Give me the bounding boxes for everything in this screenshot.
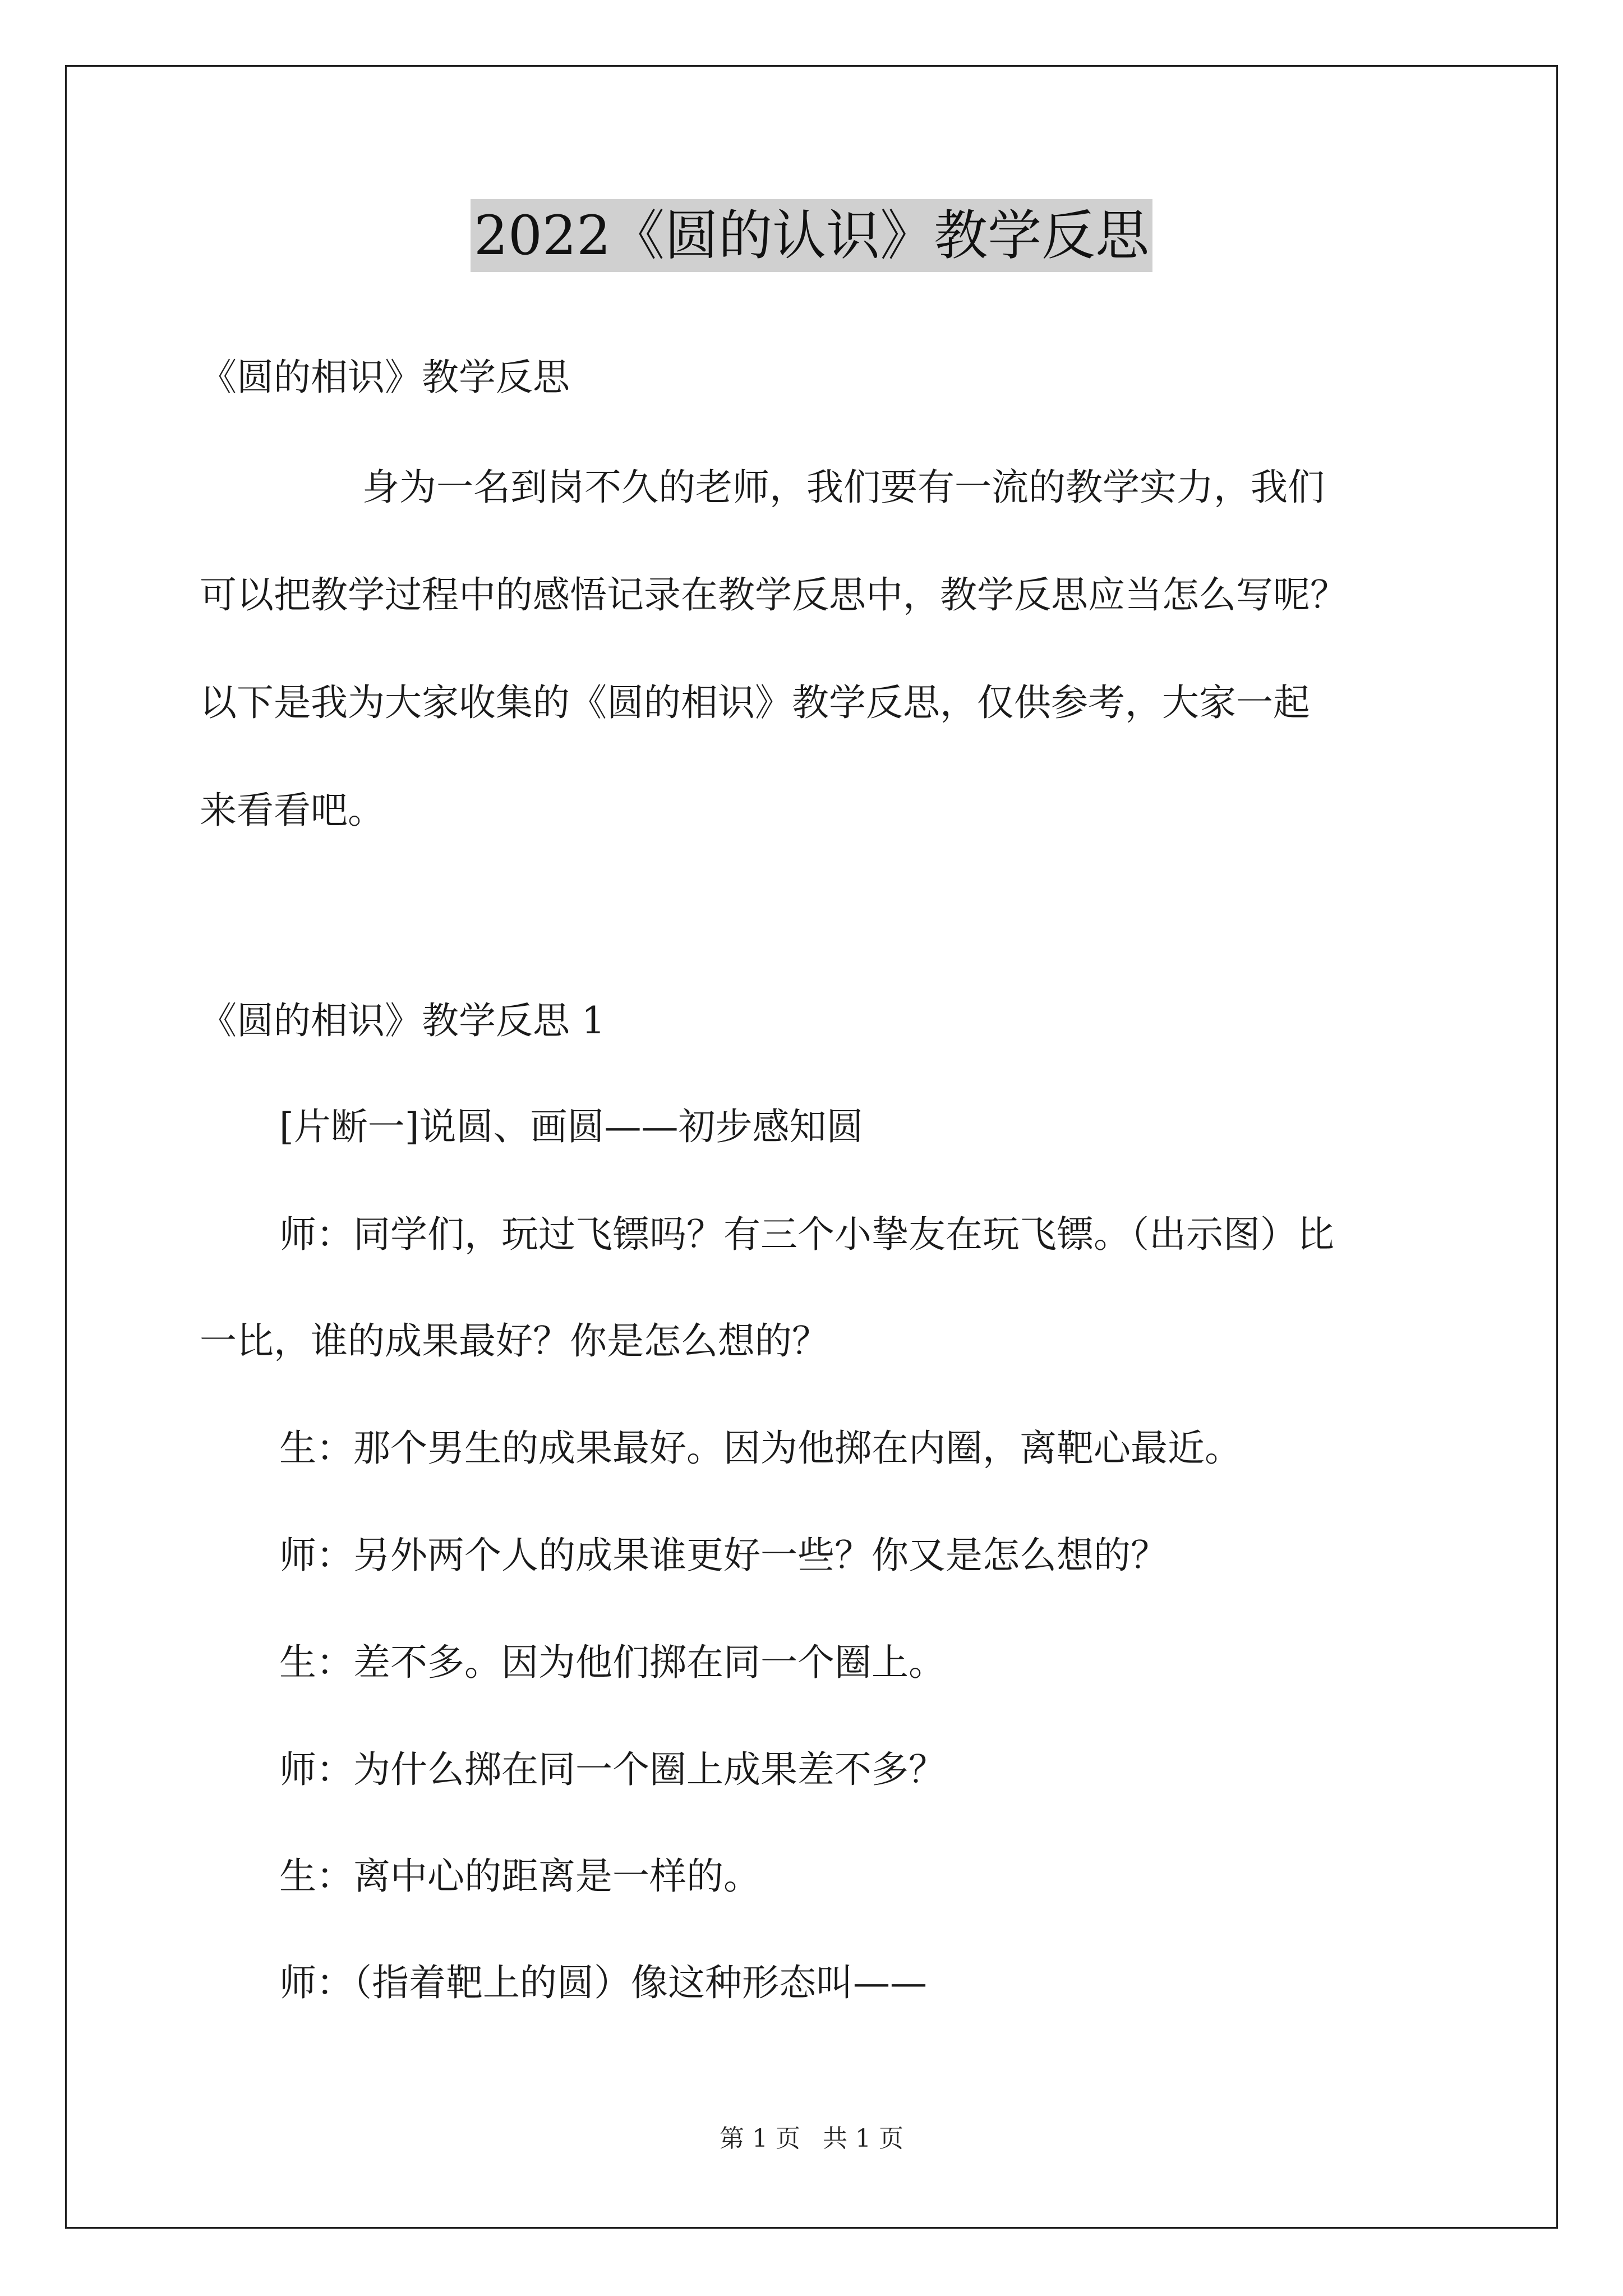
dialogue-line-2: 一比，谁的成果最好？你是怎么想的？ [200, 1319, 829, 1363]
dialogue-line-4: 师：另外两个人的成果谁更好一些？你又是怎么想的？ [279, 1534, 1168, 1577]
section-heading: 《圆的相识》教学反思 1 [200, 999, 605, 1042]
dialogue-line-5: 生：差不多。因为他们掷在同一个圈上。 [279, 1641, 946, 1684]
title-container [0, 199, 1623, 272]
dialogue-line-7: 生：离中心的距离是一样的。 [279, 1855, 760, 1898]
dialogue-line-8: 师：（指着靶上的圆）像这种形态叫—— [279, 1961, 927, 2004]
document-subtitle: 《圆的相识》教学反思 [200, 356, 570, 399]
dialogue-line-3: 生：那个男生的成果最好。因为他掷在内圈，离靶心最近。 [279, 1427, 1242, 1470]
intro-line-4: 来看看吧。 [200, 789, 385, 832]
intro-line-2: 可以把教学过程中的感悟记录在教学反思中，教学反思应当怎么写呢？ [200, 573, 1347, 616]
fragment-heading: [片断一]说圆、画圆——初步感知圆 [279, 1105, 864, 1148]
intro-line-3: 以下是我为大家收集的《圆的相识》教学反思，仅供参考，大家一起 [200, 681, 1310, 724]
page-number: 第 1 页 [720, 2124, 800, 2153]
document-title: 2022《圆的认识》教学反思 [471, 199, 1152, 272]
dialogue-line-6: 师：为什么掷在同一个圈上成果差不多？ [279, 1748, 946, 1791]
page-total: 共 1 页 [823, 2124, 903, 2153]
dialogue-line-1: 师：同学们，玩过飞镖吗？有三个小挚友在玩飞镖。（出示图）比 [279, 1213, 1334, 1256]
page-footer [0, 2122, 1623, 2156]
intro-line-1: 身为一名到岗不久的老师，我们要有一流的教学实力，我们 [362, 466, 1325, 509]
